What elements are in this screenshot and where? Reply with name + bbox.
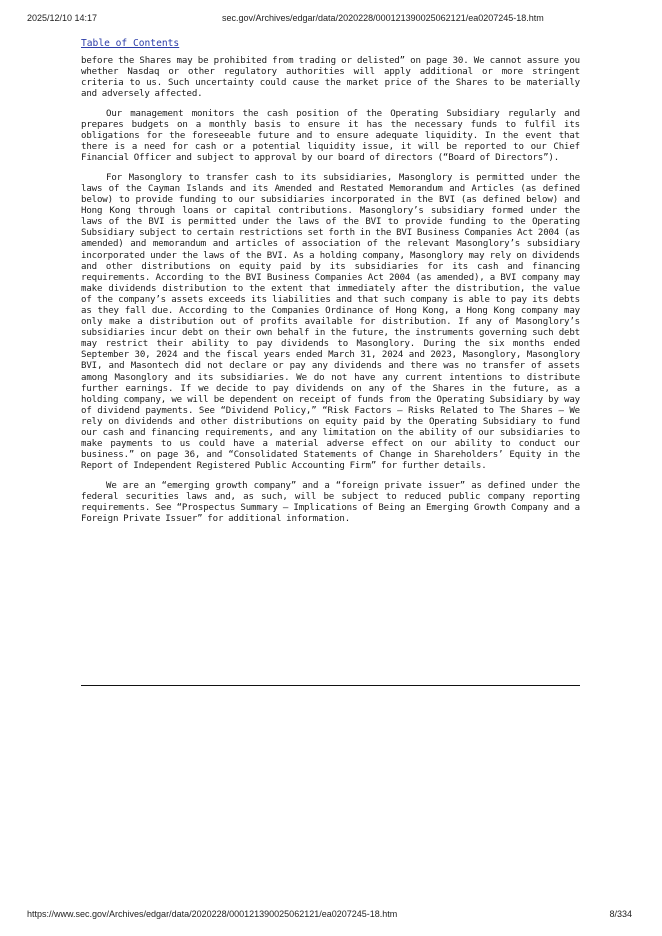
table-of-contents-link[interactable]: Table of Contents <box>81 38 180 49</box>
document-body <box>81 38 580 534</box>
print-footer <box>0 909 662 923</box>
page-divider <box>81 685 580 686</box>
paragraph-nasdaq-criteria: before the Shares may be prohibited from trading or delisted” on page 30. We cannot assure you whether Nasdaq or other regulatory authorities will apply additional or more stringent criteria to us. Such uncertainty could cause the market price of the Shares to be materially and adversely affected. <box>81 56 580 100</box>
print-footer-url: https://www.sec.gov/Archives/edgar/data/2020228/000121390025062121/ea0207245-18.htm <box>27 909 398 919</box>
print-header <box>0 13 662 27</box>
page-number: 8/334 <box>609 909 632 919</box>
paragraph-cash-transfer: For Masonglory to transfer cash to its subsidiaries, Masonglory is permitted under the laws of the Cayman Islands and its Amended and Restated Memorandum and Articles (as defined below) to provide funding to our subsidiaries incorporated in the BVI (as defined below) and Hong Kong through loans or capital contributions. Masonglory’s subsidiary formed under the laws of the BVI is permitted under the laws of the BVI to provide funding to the Operating Subsidiary subject to certain restrictions set forth in the BVI Business Companies Act 2004 (as amended) and memorandum and articles of association of the relevant Masonglory’s subsidiary incorporated under the laws of the BVI. As a holding company, Masonglory may rely on dividends and other distributions on equity paid by its subsidiaries for its cash and financing requirements. According to the BVI Business Companies Act 2004 (as amended), a BVI company may make dividends distribution to the extent that immediately after the distribution, the value of the company’s assets exceeds its liabilities and that such company is able to pay its debts as they fall due. According to the Companies Ordinance of Hong Kong, a Hong Kong company may only make a distribution out of profits available for distribution. If any of Masonglory’s subsidiaries incur debt on their own behalf in the future, the instruments governing such debt may restrict their ability to pay dividends to Masonglory. During the six months ended September 30, 2024 and the fiscal years ended March 31, 2024 and 2023, Masonglory, Masonglory BVI, and Masontech did not declare or pay any dividends and there was no transfer of assets among Masonglory and its subsidiaries. We do not have any current intentions to distribute further earnings. If we decide to pay dividends on any of the Shares in the future, as a holding company, we will be dependent on receipt of funds from the Operating Subsidiary by way of dividend payments. See “Dividend Policy,” “Risk Factors — Risks Related to The Shares — We rely on dividends and other distributions on equity paid by the Operating Subsidiary to fund our cash and financing requirements, and any limitation on the ability of our subsidiaries to make payments to us could have a material adverse effect on our ability to conduct our business.” on page 36, and “Consolidated Statements of Change in Shareholders’ Equity in the Report of Independent Registered Public Accounting Firm” for further details. <box>81 172 580 472</box>
paragraph-cash-management: Our management monitors the cash position of the Operating Subsidiary regularly and prepares budgets on a monthly basis to ensure it has the necessary funds to fulfil its obligations for the foreseeable future and to ensure adequate liquidity. In the event that there is a need for cash or a potential liquidity issue, it will be reported to our Chief Financial Officer and subject to approval by our board of directors (“Board of Directors”). <box>81 108 580 164</box>
print-header-url: sec.gov/Archives/edgar/data/2020228/000121390025062121/ea0207245-18.htm <box>222 13 544 23</box>
print-datetime: 2025/12/10 14:17 <box>27 13 98 23</box>
paragraph-emerging-growth: We are an “emerging growth company” and a “foreign private issuer” as defined under the federal securities laws and, as such, will be subject to reduced public company reporting requirements. See “Prospectus Summary — Implications of Being an Emerging Growth Company and a Foreign Private Issuer” for additional information. <box>81 480 580 525</box>
